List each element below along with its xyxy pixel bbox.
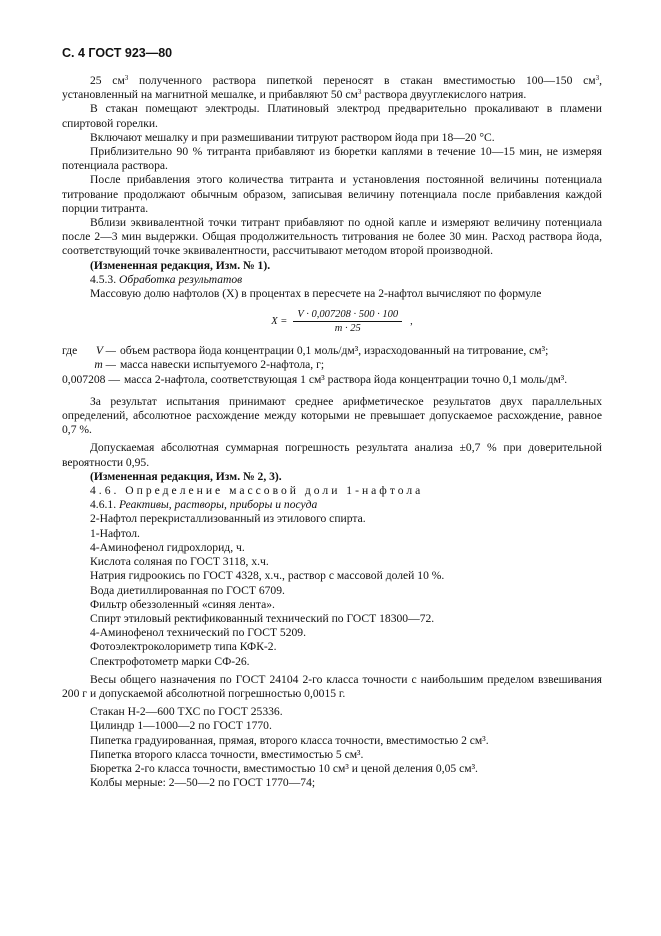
list-item: Кислота соляная по ГОСТ 3118, х.ч. bbox=[90, 555, 269, 569]
paragraph-titrant-addition: Приблизительно 90 % титранта прибавляют из бюретки каплями в течение 10—15 мин, не измеряя потенциала раствора. bbox=[62, 145, 602, 173]
list-item: Вода диетиллированная по ГОСТ 6709. bbox=[90, 583, 285, 597]
list-item: Спирт этиловый ректификованный технический по ГОСТ 18300—72. bbox=[90, 611, 435, 625]
definition-row: где V — объем раствора йода концентрации 0,1 моль/дм³, израсходованный на титрование, см³; bbox=[62, 344, 549, 358]
section-4-6-1-heading: 4.6.1. Реактивы, растворы, приборы и посуда bbox=[90, 498, 318, 512]
list-item: Бюретка 2-го класса точности, вместимостью 10 см³ и ценой деления 0,05 см³. bbox=[90, 761, 478, 775]
list-item: 2-Нафтол перекристаллизованный из этилового спирта. bbox=[90, 512, 366, 526]
list-item: Спектрофотометр марки СФ-26. bbox=[90, 654, 250, 668]
paragraph-error: Допускаемая абсолютная суммарная погрешность результата анализа ±0,7 % при доверительной вероятности 0,95. bbox=[62, 441, 602, 469]
definition-row: m — масса навески испытуемого 2-нафтола, г; bbox=[94, 358, 325, 372]
formula-denominator: m · 25 bbox=[334, 323, 361, 335]
reagent-list bbox=[62, 512, 602, 790]
list-item: Натрия гидроокись по ГОСТ 4328, х.ч., раствор с массовой долей 10 %. bbox=[90, 569, 445, 583]
list-item: Весы общего назначения по ГОСТ 24104 2-го класса точности с наибольшим пределом взвешивания 200 г и допускаемой абсолютной погрешностью 0,0015 г. bbox=[62, 672, 602, 700]
paragraph-sample-transfer: 25 $см^3$ полученного раствора пипеткой переносят в стакан вместимостью 100—150 $см^3$, установленный на магнитной мешалке, и прибавляют 50 $см^3$ раствора двууглекислого натрия. bbox=[62, 74, 602, 102]
paragraph-stirring: Включают мешалку и при размешивании титруют раствором йода при 18—20 °С. bbox=[90, 130, 495, 144]
formula bbox=[82, 309, 602, 334]
list-item: Фильтр обеззоленный «синяя лента». bbox=[90, 597, 275, 611]
list-item: 4-Аминофенол гидрохлорид, ч. bbox=[90, 540, 245, 554]
revision-note-1: (Измененная редакция, Изм. № 1). bbox=[90, 258, 271, 272]
definition-row: 0,007208 — масса 2-нафтола, соответствующая 1 см³ раствора йода концентрации точно 0,1 моль/дм³. bbox=[62, 372, 568, 386]
paragraph-titration-continue: После прибавления этого количества титранта и установления постоянной величины потенциала титрование продолжают обычным образом, записывая величину потенциала после прибавления каждой порции титранта. bbox=[62, 173, 602, 215]
list-item: Колбы мерные: 2—50—2 по ГОСТ 1770—74; bbox=[90, 776, 316, 790]
section-4-5-3-heading: 4.5.3. Обработка результатов bbox=[90, 272, 243, 286]
page-header: С. 4 ГОСТ 923—80 bbox=[62, 46, 173, 60]
document-page bbox=[62, 46, 602, 790]
paragraph-equivalence-point: Вблизи эквивалентной точки титрант прибавляют по одной капле и измеряют величину потенциала после 2—3 мин выдержки. Общая продолжительность титрования не более 30 мин. Расход раствора йода, соответствующий точке эквивалентности, рассчитывают методом второй производной. bbox=[62, 216, 602, 258]
paragraph-formula-intro: Массовую долю нафтолов (X) в процентах в пересчете на 2-нафтол вычисляют по формуле bbox=[90, 287, 542, 301]
revision-note-2: (Измененная редакция, Изм. № 2, 3). bbox=[90, 469, 282, 483]
list-item: Стакан Н-2—600 ТХС по ГОСТ 25336. bbox=[90, 705, 283, 719]
list-item: 1-Нафтол. bbox=[90, 526, 140, 540]
list-item: Цилиндр 1—1000—2 по ГОСТ 1770. bbox=[90, 719, 272, 733]
section-4-6-heading: 4.6. Определение массовой доли 1-нафтола bbox=[90, 484, 424, 498]
list-item: Пипетка второго класса точности, вместимостью 5 см³. bbox=[90, 747, 364, 761]
formula-tail: , bbox=[410, 316, 413, 328]
list-item: Фотоэлектроколориметр типа КФК-2. bbox=[90, 640, 277, 654]
formula-fraction bbox=[293, 309, 402, 334]
list-item: 4-Аминофенол технический по ГОСТ 5209. bbox=[90, 626, 307, 640]
paragraph-result-average: За результат испытания принимают среднее арифметическое результатов двух параллельных определений, абсолютное расхождение между которыми не превышает допускаемое расхождение, равное 0,7 %. bbox=[62, 394, 602, 437]
formula-lhs: X = bbox=[271, 316, 288, 328]
paragraph-electrodes: В стакан помещают электроды. Платиновый электрод предварительно прокаливают в пламени спиртовой горелки. bbox=[62, 102, 602, 130]
formula-numerator: V · 0,007208 · 500 · 100 bbox=[293, 309, 402, 322]
list-item: Пипетка градуированная, прямая, второго класса точности, вместимостью 2 см³. bbox=[90, 733, 489, 747]
